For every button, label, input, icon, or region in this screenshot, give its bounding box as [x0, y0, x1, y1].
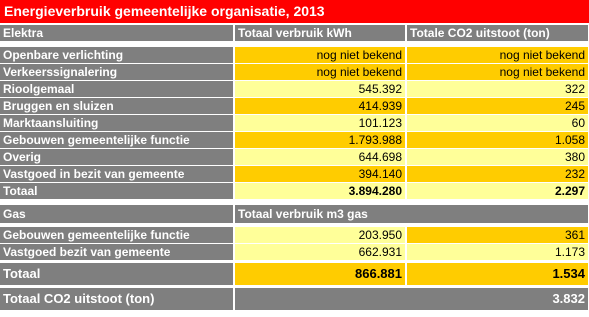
row-label: Gebouwen gemeentelijke functie	[0, 227, 233, 243]
grand-total-label: Totaal CO2 uitstoot (ton)	[0, 288, 233, 310]
kwh-cell: 101.123	[235, 115, 405, 131]
co2-cell: nog niet bekend	[407, 47, 588, 63]
co2-cell: 1.173	[407, 244, 588, 260]
table-row	[0, 149, 589, 165]
table-row	[0, 227, 589, 243]
co2-cell: nog niet bekend	[407, 64, 588, 80]
table-row	[0, 132, 589, 148]
row-label: Gebouwen gemeentelijke functie	[0, 132, 233, 148]
row-label: Totaal	[0, 263, 233, 285]
kwh-cell: 1.793.988	[235, 132, 405, 148]
elektra-header-row	[0, 25, 589, 41]
kwh-cell: 414.939	[235, 98, 405, 114]
co2-cell: 60	[407, 115, 588, 131]
gas-header-label: Gas	[0, 205, 233, 223]
table-title: Energieverbruik gemeentelijke organisatie, 2013	[0, 0, 589, 23]
co2-cell: 322	[407, 81, 588, 97]
row-label: Verkeerssignalering	[0, 64, 233, 80]
co2-cell: 232	[407, 166, 588, 182]
co2-cell: 361	[407, 227, 588, 243]
row-label: Vastgoed in bezit van gemeente	[0, 166, 233, 182]
m3-cell: 662.931	[235, 244, 405, 260]
gas-header-m3: Totaal verbruik m3 gas	[235, 205, 588, 223]
table-row	[0, 81, 589, 97]
row-label: Overig	[0, 149, 233, 165]
gas-total-row	[0, 263, 589, 285]
kwh-cell: 394.140	[235, 166, 405, 182]
gas-header-row	[0, 205, 589, 223]
row-label: Openbare verlichting	[0, 47, 233, 63]
row-label: Rioolgemaal	[0, 81, 233, 97]
row-label: Marktaansluiting	[0, 115, 233, 131]
grand-total-value: 3.832	[235, 288, 588, 310]
kwh-cell: nog niet bekend	[235, 47, 405, 63]
row-label: Vastgoed bezit van gemeente	[0, 244, 233, 260]
table-row	[0, 98, 589, 114]
table-row	[0, 64, 589, 80]
kwh-cell: nog niet bekend	[235, 64, 405, 80]
kwh-cell: 545.392	[235, 81, 405, 97]
table-row	[0, 115, 589, 131]
co2-cell: 1.058	[407, 132, 588, 148]
table-row	[0, 244, 589, 260]
row-label: Bruggen en sluizen	[0, 98, 233, 114]
row-label: Totaal	[0, 183, 233, 199]
m3-cell: 203.950	[235, 227, 405, 243]
grand-total-row	[0, 288, 589, 310]
co2-total: 2.297	[407, 183, 588, 199]
co2-cell: 245	[407, 98, 588, 114]
elektra-header-kwh: Totaal verbruik kWh	[235, 25, 405, 41]
elektra-header-label: Elektra	[0, 25, 233, 41]
co2-cell: 380	[407, 149, 588, 165]
elektra-header-co2: Totale CO2 uitstoot (ton)	[407, 25, 588, 41]
kwh-cell: 644.698	[235, 149, 405, 165]
co2-total: 1.534	[407, 263, 588, 285]
m3-total: 866.881	[235, 263, 405, 285]
elektra-total-row	[0, 183, 589, 199]
table-row	[0, 166, 589, 182]
table-row	[0, 47, 589, 63]
kwh-total: 3.894.280	[235, 183, 405, 199]
